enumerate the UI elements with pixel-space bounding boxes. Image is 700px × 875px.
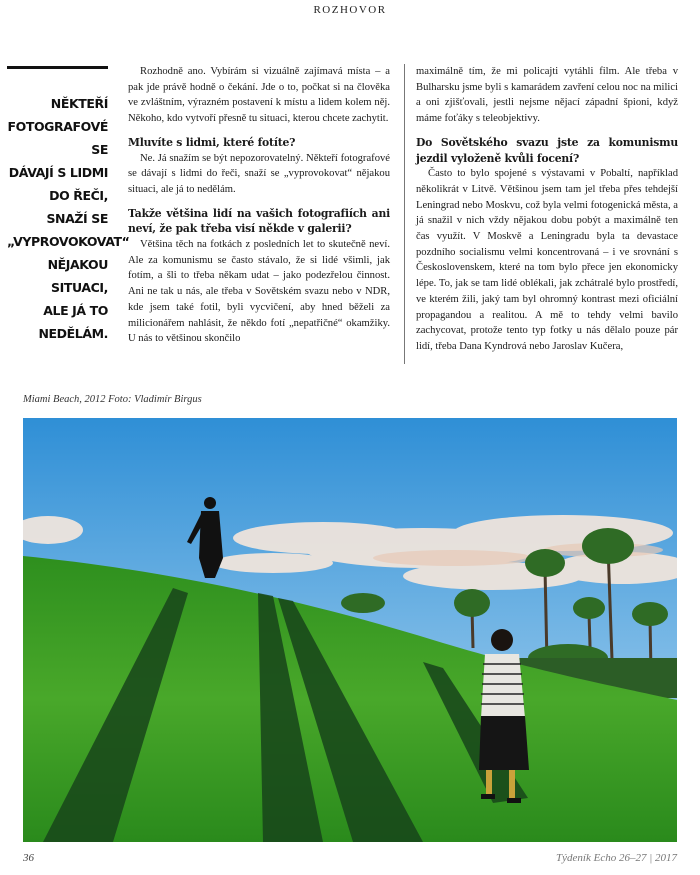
column-divider (404, 64, 405, 364)
paragraph: Často to bylo spojené s výstavami v Pobaltí, například několikrát v Litvě. Většinou jsem tam jel třeba přes tehdejší Leningrad nebo Moskvu, což byla velmi fotogenická města, a já snažil v nich vždy nějakou dobu pobýt a maximálně ten čas využít. V Moskvě a Leningradu byla ta devastace pozdního socialismu velmi koncentrovaná – i ve srovnání s Československem, které na tom bylo přece jen ekonomicky lépe. To, jak se tam lidé oblékali, jak zchátralé bylo prostředí, ve kterém žili, jaký tam byl ohromný kontrast mezi oficiální propagandou a realitou. A mě to tehdy velmi bavilo zachycovat, protože tento typ fotky u nás dělalo pouze pár lidí, třeba Dana Kyndrová nebo Jaroslav Kučera, (416, 168, 678, 352)
interview-question: Takže většina lidí na vašich fotografiích ani neví, že pak třeba visí někde v galerii? (128, 206, 390, 236)
page-number: 36 (23, 852, 34, 864)
paragraph: Ne. Já snažím se být nepozorovatelný. Někteří fotografové se dávají s lidmi do řeči, snaží se „vyprovokovat“ nějakou situaci, ale já to nedělám. (128, 152, 390, 195)
photo-miami-beach (23, 418, 677, 842)
text-column-1 (128, 64, 390, 347)
paragraph: Většina těch na fotkách z posledních let to skutečně neví. Ale za komunismu se často stávalo, že si lidé všimli, jak fotím, a šli to třeba někam udat – jako podezřelou činnost. Ani ne tak u nás, ale třeba v Sovětském svazu nebo v NDR, kde jsem také fotil, byli vycvičení, aby hned běželi za milicionářem nahlásit, že někdo fotí „nepatřičné“ okamžiky. U nás to většinou skončilo (128, 239, 390, 345)
pull-quote-rule (7, 66, 108, 69)
section-header: ROZHOVOR (313, 4, 387, 16)
interview-question: Do Sovětského svazu jste za komunismu jezdil vyloženě kvůli focení? (416, 135, 678, 165)
text-column-2 (416, 64, 678, 355)
pull-quote: NĚKTEŘÍ FOTOGRAFOVÉ SE DÁVAJÍ S LIDMI DO ŘEČI, SNAŽÍ SE „VYPROVOKOVAT“ NĚJAKOU SITUACI, ALE JÁ TO NEDĚLÁM. (7, 96, 130, 341)
publication-footer: Týdeník Echo 26–27 | 2017 (556, 852, 677, 864)
paragraph: maximálně tím, že mi policajti vytáhli film. Ale třeba v Bulharsku jsme byli s kamarádem zavření celou noc na milici a oni zjišťovali, jestli nejsme nějací západní špioni, když máme foťáky s teleobjektivy. (416, 66, 678, 125)
photo-caption: Miami Beach, 2012 Foto: Vladimír Birgus (23, 394, 202, 405)
paragraph: Rozhodně ano. Vybírám si vizuálně zajímavá místa – a pak jde právě hodně o čekání. Jde o to, počkat si na člověka ve zvláštním, výrazném postavení k místu a lidem kolem něj. Někoho, kdo vytvoří přesně tu situaci, kterou chcete zachytit. (128, 66, 390, 125)
interview-question: Mluvíte s lidmi, které fotíte? (128, 135, 296, 149)
